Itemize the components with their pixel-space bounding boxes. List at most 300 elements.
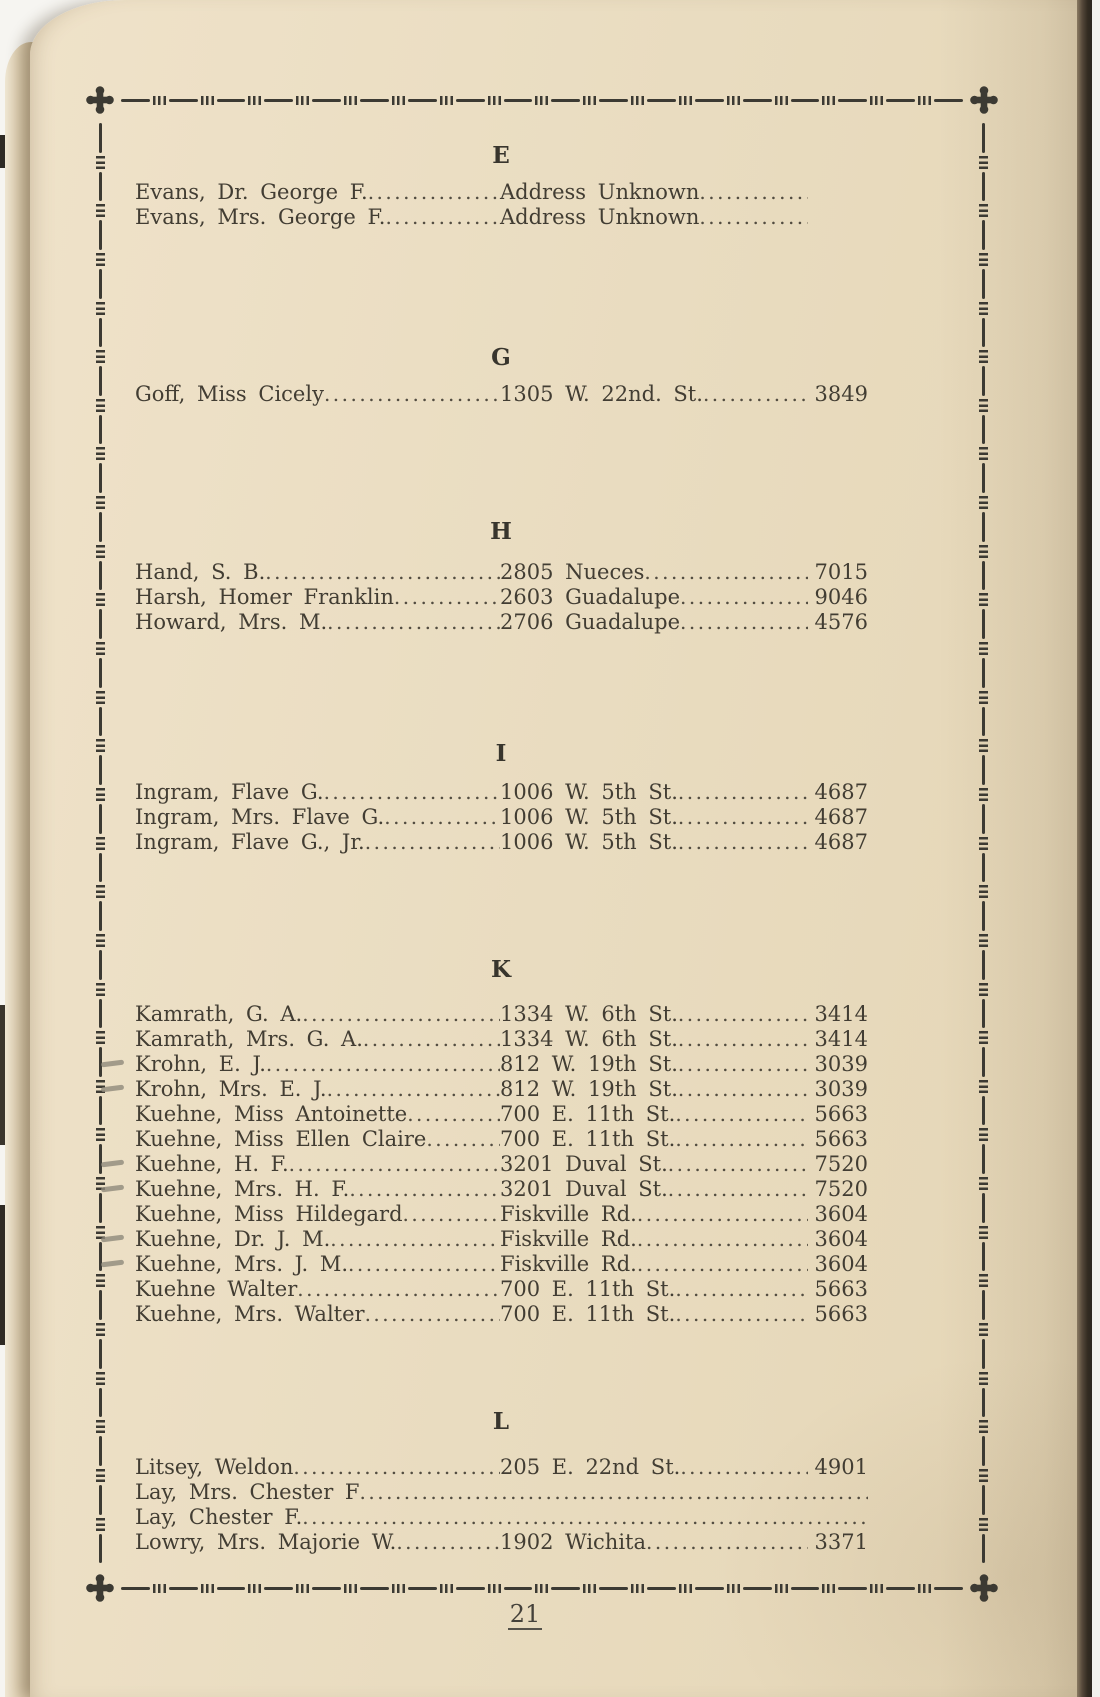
leader-dots (699, 205, 808, 229)
border-dash (982, 707, 985, 737)
leader-dots (678, 1077, 808, 1101)
border-dash (982, 1290, 985, 1320)
entry-phone: 4687 (814, 830, 868, 854)
entry-name: Kuehne Walter (135, 1277, 298, 1301)
entry-row (135, 1002, 868, 1027)
border-tick-group (96, 1274, 105, 1287)
border-dash (99, 1096, 102, 1126)
border-dash (982, 1193, 985, 1223)
entry-row (135, 1027, 868, 1052)
entry-phone: 3414 (814, 1002, 868, 1026)
entry-phone: 3604 (814, 1227, 868, 1251)
border-dash (99, 1144, 102, 1174)
entry-address: 1006 W. 5th St. (500, 780, 678, 804)
leader-dots (668, 1177, 808, 1201)
border-tick-group (979, 1323, 988, 1336)
entry-row (135, 382, 868, 407)
border-dash (99, 1388, 102, 1418)
border-dash (99, 512, 102, 542)
entry-address-cell (500, 1102, 808, 1126)
border-tick-group (979, 837, 988, 850)
entry-phone: 5663 (814, 1277, 868, 1301)
leader-dots (646, 1530, 808, 1554)
entry-phone: 4576 (814, 610, 868, 634)
entry-phone: 3849 (814, 382, 868, 406)
entry-row (135, 1052, 868, 1077)
leader-dots (330, 1227, 500, 1251)
border-tick-group (96, 837, 105, 850)
border-dash (99, 609, 102, 639)
border-dash (99, 1534, 102, 1564)
leader-dots (426, 1127, 500, 1151)
border-tick-group (979, 1469, 988, 1482)
border-tick-group (979, 788, 988, 801)
leader-dots (327, 610, 500, 634)
border-dash (99, 707, 102, 737)
entry-phone: 4687 (814, 805, 868, 829)
border-tick-group (979, 1128, 988, 1141)
entry-address: 1006 W. 5th St. (500, 805, 678, 829)
border-tick-group (979, 642, 988, 655)
leader-dots (680, 585, 808, 609)
border-tick-group (979, 496, 988, 509)
entry-address: Fiskville Rd. (500, 1227, 637, 1251)
border-dash (982, 755, 985, 785)
leader-dots (680, 610, 808, 634)
leader-dots (396, 1530, 500, 1554)
leader-dots (385, 205, 500, 229)
border-dash (982, 999, 985, 1029)
border-tick-group (979, 1080, 988, 1093)
entry-name: Kuehne, Dr. J. M. (135, 1227, 331, 1251)
border-dash (982, 1096, 985, 1126)
entry-name: Lay, Chester F. (135, 1505, 303, 1529)
leader-dots (699, 180, 808, 204)
border-tick-group (979, 204, 988, 217)
section-header-I: I (495, 740, 508, 767)
entry-address-cell (500, 1302, 808, 1326)
border-dash (982, 123, 985, 153)
border-dash (886, 99, 915, 102)
entry-row (135, 1202, 868, 1227)
entry-address: 2603 Guadalupe (500, 585, 681, 609)
border-dash (982, 512, 985, 542)
border-tick-group (979, 1274, 988, 1287)
entry-name: Kuehne, Miss Antoinette (135, 1102, 408, 1126)
border-tick-group (979, 253, 988, 266)
border-dash (982, 269, 985, 299)
border-tick-group (96, 350, 105, 363)
border-tick-group (96, 302, 105, 315)
entry-name: Evans, Mrs. George F. (135, 205, 386, 229)
border-tick-group (979, 593, 988, 606)
border-tick-group (96, 691, 105, 704)
border-dash (982, 220, 985, 250)
entry-name-cell (135, 1455, 500, 1479)
entry-phone: 3371 (814, 1530, 868, 1554)
border-dash (982, 172, 985, 202)
border-dash (99, 123, 102, 153)
leader-dots (324, 780, 500, 804)
leader-dots (675, 1302, 808, 1326)
entry-phone: 7520 (814, 1177, 868, 1201)
border-dash (99, 463, 102, 493)
border-tick-group (979, 885, 988, 898)
border-dash (99, 1339, 102, 1369)
leader-dots (363, 1027, 500, 1051)
entry-address: 3201 Duval St. (500, 1152, 668, 1176)
leader-dots (678, 1052, 808, 1076)
border-dash (982, 658, 985, 688)
entry-row (135, 1277, 868, 1302)
border-dash (99, 1290, 102, 1320)
entry-row (135, 1302, 868, 1327)
border-tick-group (979, 156, 988, 169)
border-tick-group (979, 1372, 988, 1385)
entry-row (135, 1455, 868, 1480)
section-header-L: L (492, 1408, 511, 1435)
entry-phone: 5663 (814, 1127, 868, 1151)
leader-dots (680, 1455, 808, 1479)
entry-name: Litsey, Weldon (135, 1455, 294, 1479)
entry-row (135, 610, 868, 635)
border-dash (934, 1587, 963, 1590)
border-dash (99, 172, 102, 202)
leader-dots (289, 1152, 500, 1176)
border-dash (982, 1047, 985, 1077)
border-dash (982, 1144, 985, 1174)
entry-name: Harsh, Homer Franklin (135, 585, 394, 609)
entry-phone: 3039 (814, 1077, 868, 1101)
entry-name: Kuehne, Mrs. J. M. (135, 1252, 348, 1276)
border-tick-group (96, 983, 105, 996)
border-tick-group (96, 1323, 105, 1336)
entry-phone: 3604 (814, 1202, 868, 1226)
entry-name: Kuehne, Miss Ellen Claire (135, 1127, 427, 1151)
section-header-G: G (491, 344, 512, 371)
entry-name: Howard, Mrs. M. (135, 610, 328, 634)
leader-dots (403, 1202, 500, 1226)
entry-address-cell (500, 1052, 808, 1076)
entry-name: Hand, S. B. (135, 560, 266, 584)
leader-dots (360, 1480, 868, 1504)
border-tick-group (96, 739, 105, 752)
entry-row (135, 1152, 868, 1177)
border-tick-group (96, 1128, 105, 1141)
entry-name: Kuehne, Mrs. H. F. (135, 1177, 350, 1201)
entry-name-cell (135, 1252, 500, 1276)
leader-dots (324, 382, 500, 406)
border-tick-group (870, 96, 883, 105)
border-tick-group (918, 1584, 931, 1593)
entry-row (135, 1227, 868, 1252)
border-dash (982, 1388, 985, 1418)
border-dash (99, 269, 102, 299)
entry-row (135, 1102, 868, 1127)
entry-phone: 7520 (814, 1152, 868, 1176)
entry-row (135, 1127, 868, 1152)
leader-dots (668, 1152, 808, 1176)
entry-name-cell (135, 830, 500, 854)
frame-border-left (95, 120, 106, 1566)
entry-phone: 3604 (814, 1252, 868, 1276)
entry-phone: 9046 (814, 585, 868, 609)
entry-address: 2805 Nueces (500, 560, 645, 584)
entry-name-cell (135, 805, 500, 829)
entry-row (135, 780, 868, 805)
leader-dots (644, 560, 808, 584)
leader-dots (348, 1252, 500, 1276)
border-tick-group (96, 934, 105, 947)
entry-address-cell (500, 1152, 808, 1176)
leader-dots (637, 1227, 808, 1251)
entry-address-cell (500, 1530, 808, 1554)
entry-row (135, 1530, 868, 1555)
entry-address: 205 E. 22nd St. (500, 1455, 681, 1479)
border-dash (99, 1436, 102, 1466)
border-tick-group (96, 204, 105, 217)
border-dash (99, 1193, 102, 1223)
border-dash (99, 901, 102, 931)
entry-name-cell (135, 1227, 500, 1251)
entry-row (135, 805, 868, 830)
entry-address-cell (500, 805, 808, 829)
border-tick-group (96, 1031, 105, 1044)
leader-dots (675, 1277, 808, 1301)
entry-row (135, 1177, 868, 1202)
entry-row (135, 1252, 868, 1277)
entry-name-cell (135, 1027, 500, 1051)
entry-address: Address Unknown (500, 180, 700, 204)
leader-dots (293, 1455, 500, 1479)
entry-address-cell (500, 610, 808, 634)
section-header-E: E (492, 142, 511, 169)
border-tick-group (979, 350, 988, 363)
leader-dots (407, 1102, 500, 1126)
border-tick-group (96, 496, 105, 509)
leader-dots (297, 1277, 500, 1301)
entry-address: Fiskville Rd. (500, 1252, 637, 1276)
section-header-K: K (491, 956, 512, 983)
entry-address: Address Unknown (500, 205, 700, 229)
border-dash (982, 1242, 985, 1272)
entry-name: Lowry, Mrs. Majorie W. (135, 1530, 397, 1554)
border-dash (982, 609, 985, 639)
entry-address-cell (500, 780, 808, 804)
border-tick-group (96, 1469, 105, 1482)
entry-name: Ingram, Flave G., Jr. (135, 830, 365, 854)
border-tick-group (96, 1372, 105, 1385)
entry-name: Evans, Dr. George F. (135, 180, 368, 204)
leader-dots (302, 1002, 500, 1026)
entry-phone: 4687 (814, 780, 868, 804)
entry-address: 700 E. 11th St. (500, 1302, 676, 1326)
border-dash (99, 1485, 102, 1515)
entry-row (135, 1077, 868, 1102)
entry-row (135, 180, 868, 205)
border-dash (99, 415, 102, 445)
entry-address-cell (500, 830, 808, 854)
entry-address: 812 W. 19th St. (500, 1077, 678, 1101)
entry-phone: 5663 (814, 1102, 868, 1126)
border-tick-group (96, 593, 105, 606)
entry-row (135, 560, 868, 585)
entry-name: Krohn, Mrs. E. J. (135, 1077, 327, 1101)
entry-address: Fiskville Rd. (500, 1202, 637, 1226)
entry-name: Lay, Mrs. Chester F (135, 1480, 360, 1504)
border-tick-group (96, 253, 105, 266)
border-dash (982, 1485, 985, 1515)
border-tick-group (979, 399, 988, 412)
leader-dots (394, 585, 500, 609)
border-tick-group (979, 447, 988, 460)
leader-dots (349, 1177, 500, 1201)
entry-name-cell (135, 1177, 500, 1201)
entry-address-cell (500, 560, 808, 584)
border-tick-group (96, 642, 105, 655)
border-tick-group (918, 96, 931, 105)
border-dash (982, 318, 985, 348)
entry-name-cell (135, 1102, 500, 1126)
entry-name: Goff, Miss Cicely (135, 382, 324, 406)
entry-name: Kamrath, G. A. (135, 1002, 303, 1026)
leader-dots (678, 780, 808, 804)
leader-dots (637, 1202, 808, 1226)
leader-dots (678, 805, 808, 829)
entry-name-cell (135, 1052, 500, 1076)
entry-address-cell (500, 1002, 808, 1026)
border-tick-group (96, 156, 105, 169)
entry-phone: 3039 (814, 1052, 868, 1076)
entry-name: Ingram, Mrs. Flave G. (135, 805, 385, 829)
border-dash (982, 1436, 985, 1466)
border-dash (934, 99, 963, 102)
entry-address: 1334 W. 6th St. (500, 1027, 678, 1051)
leader-dots (365, 1302, 500, 1326)
leader-dots (637, 1252, 808, 1276)
border-tick-group (979, 1177, 988, 1190)
border-tick-group (979, 739, 988, 752)
border-tick-group (96, 788, 105, 801)
border-dash (982, 804, 985, 834)
entry-name: Ingram, Flave G. (135, 780, 324, 804)
entry-address-cell (500, 205, 808, 229)
border-tick-group (979, 934, 988, 947)
entry-address-cell (500, 1027, 808, 1051)
entry-address-cell (500, 1202, 808, 1226)
entry-address-cell (500, 585, 808, 609)
entry-row (135, 205, 868, 230)
cross-ornament-icon (85, 1573, 115, 1603)
entry-name-cell (135, 1152, 500, 1176)
border-tick-group (979, 1420, 988, 1433)
scan-background-edge (1092, 0, 1100, 1697)
border-dash (982, 950, 985, 980)
directory-listing (135, 0, 868, 1697)
entry-address-cell (500, 1077, 808, 1101)
border-dash (982, 1339, 985, 1369)
entry-name-cell (135, 1077, 500, 1101)
entry-name-cell (135, 610, 500, 634)
border-dash (982, 901, 985, 931)
leader-dots (302, 1505, 868, 1529)
cross-ornament-icon (969, 85, 999, 115)
entry-row (135, 1505, 868, 1530)
border-tick-group (979, 1226, 988, 1239)
border-tick-group (96, 545, 105, 558)
border-tick-group (979, 545, 988, 558)
border-dash (99, 853, 102, 883)
entry-row (135, 585, 868, 610)
border-dash (99, 755, 102, 785)
entry-address-cell (500, 1177, 808, 1201)
entry-name: Kuehne, Mrs. Walter (135, 1302, 365, 1326)
entry-name: Krohn, E. J. (135, 1052, 266, 1076)
entry-phone: 3414 (814, 1027, 868, 1051)
leader-dots (265, 560, 500, 584)
entry-name: Kuehne, Miss Hildegard (135, 1202, 403, 1226)
entry-address-cell (500, 1455, 808, 1479)
entry-name-cell (135, 780, 500, 804)
cross-ornament-icon (969, 1573, 999, 1603)
leader-dots (675, 1102, 808, 1126)
entry-row (135, 1480, 868, 1505)
entry-address: 1305 W. 22nd. St. (500, 382, 703, 406)
border-tick-group (979, 1518, 988, 1531)
entry-address: 700 E. 11th St. (500, 1102, 676, 1126)
entry-phone: 5663 (814, 1302, 868, 1326)
entry-name-cell (135, 560, 500, 584)
border-dash (99, 366, 102, 396)
entry-phone: 4901 (814, 1455, 868, 1479)
entry-address: 812 W. 19th St. (500, 1052, 678, 1076)
border-dash (99, 220, 102, 250)
leader-dots (368, 180, 500, 204)
leader-dots (703, 382, 808, 406)
leader-dots (365, 830, 500, 854)
border-tick-group (96, 447, 105, 460)
leader-dots (266, 1052, 500, 1076)
entry-name-cell (135, 1002, 500, 1026)
border-tick-group (96, 1420, 105, 1433)
border-dash (99, 804, 102, 834)
leader-dots (675, 1127, 808, 1151)
border-dash (982, 561, 985, 591)
entry-name-cell (135, 1277, 500, 1301)
entry-address: 1334 W. 6th St. (500, 1002, 678, 1026)
border-tick-group (979, 1031, 988, 1044)
entry-address: 700 E. 11th St. (500, 1277, 676, 1301)
cross-ornament-icon (85, 85, 115, 115)
entry-name-cell (135, 1302, 500, 1326)
border-tick-group (96, 885, 105, 898)
entry-address: 3201 Duval St. (500, 1177, 668, 1201)
leader-dots (678, 1002, 808, 1026)
entry-name: Kuehne, H. F. (135, 1152, 289, 1176)
leader-dots (678, 830, 808, 854)
entry-name-cell (135, 205, 500, 229)
entry-name-cell (135, 1530, 500, 1554)
border-dash (99, 561, 102, 591)
border-dash (982, 463, 985, 493)
entry-name: Kamrath, Mrs. G. A. (135, 1027, 363, 1051)
leader-dots (327, 1077, 500, 1101)
border-dash (982, 1534, 985, 1564)
entry-address-cell (500, 1252, 808, 1276)
border-dash (99, 999, 102, 1029)
entry-address: 1902 Wichita (500, 1530, 647, 1554)
entry-address: 2706 Guadalupe (500, 610, 681, 634)
